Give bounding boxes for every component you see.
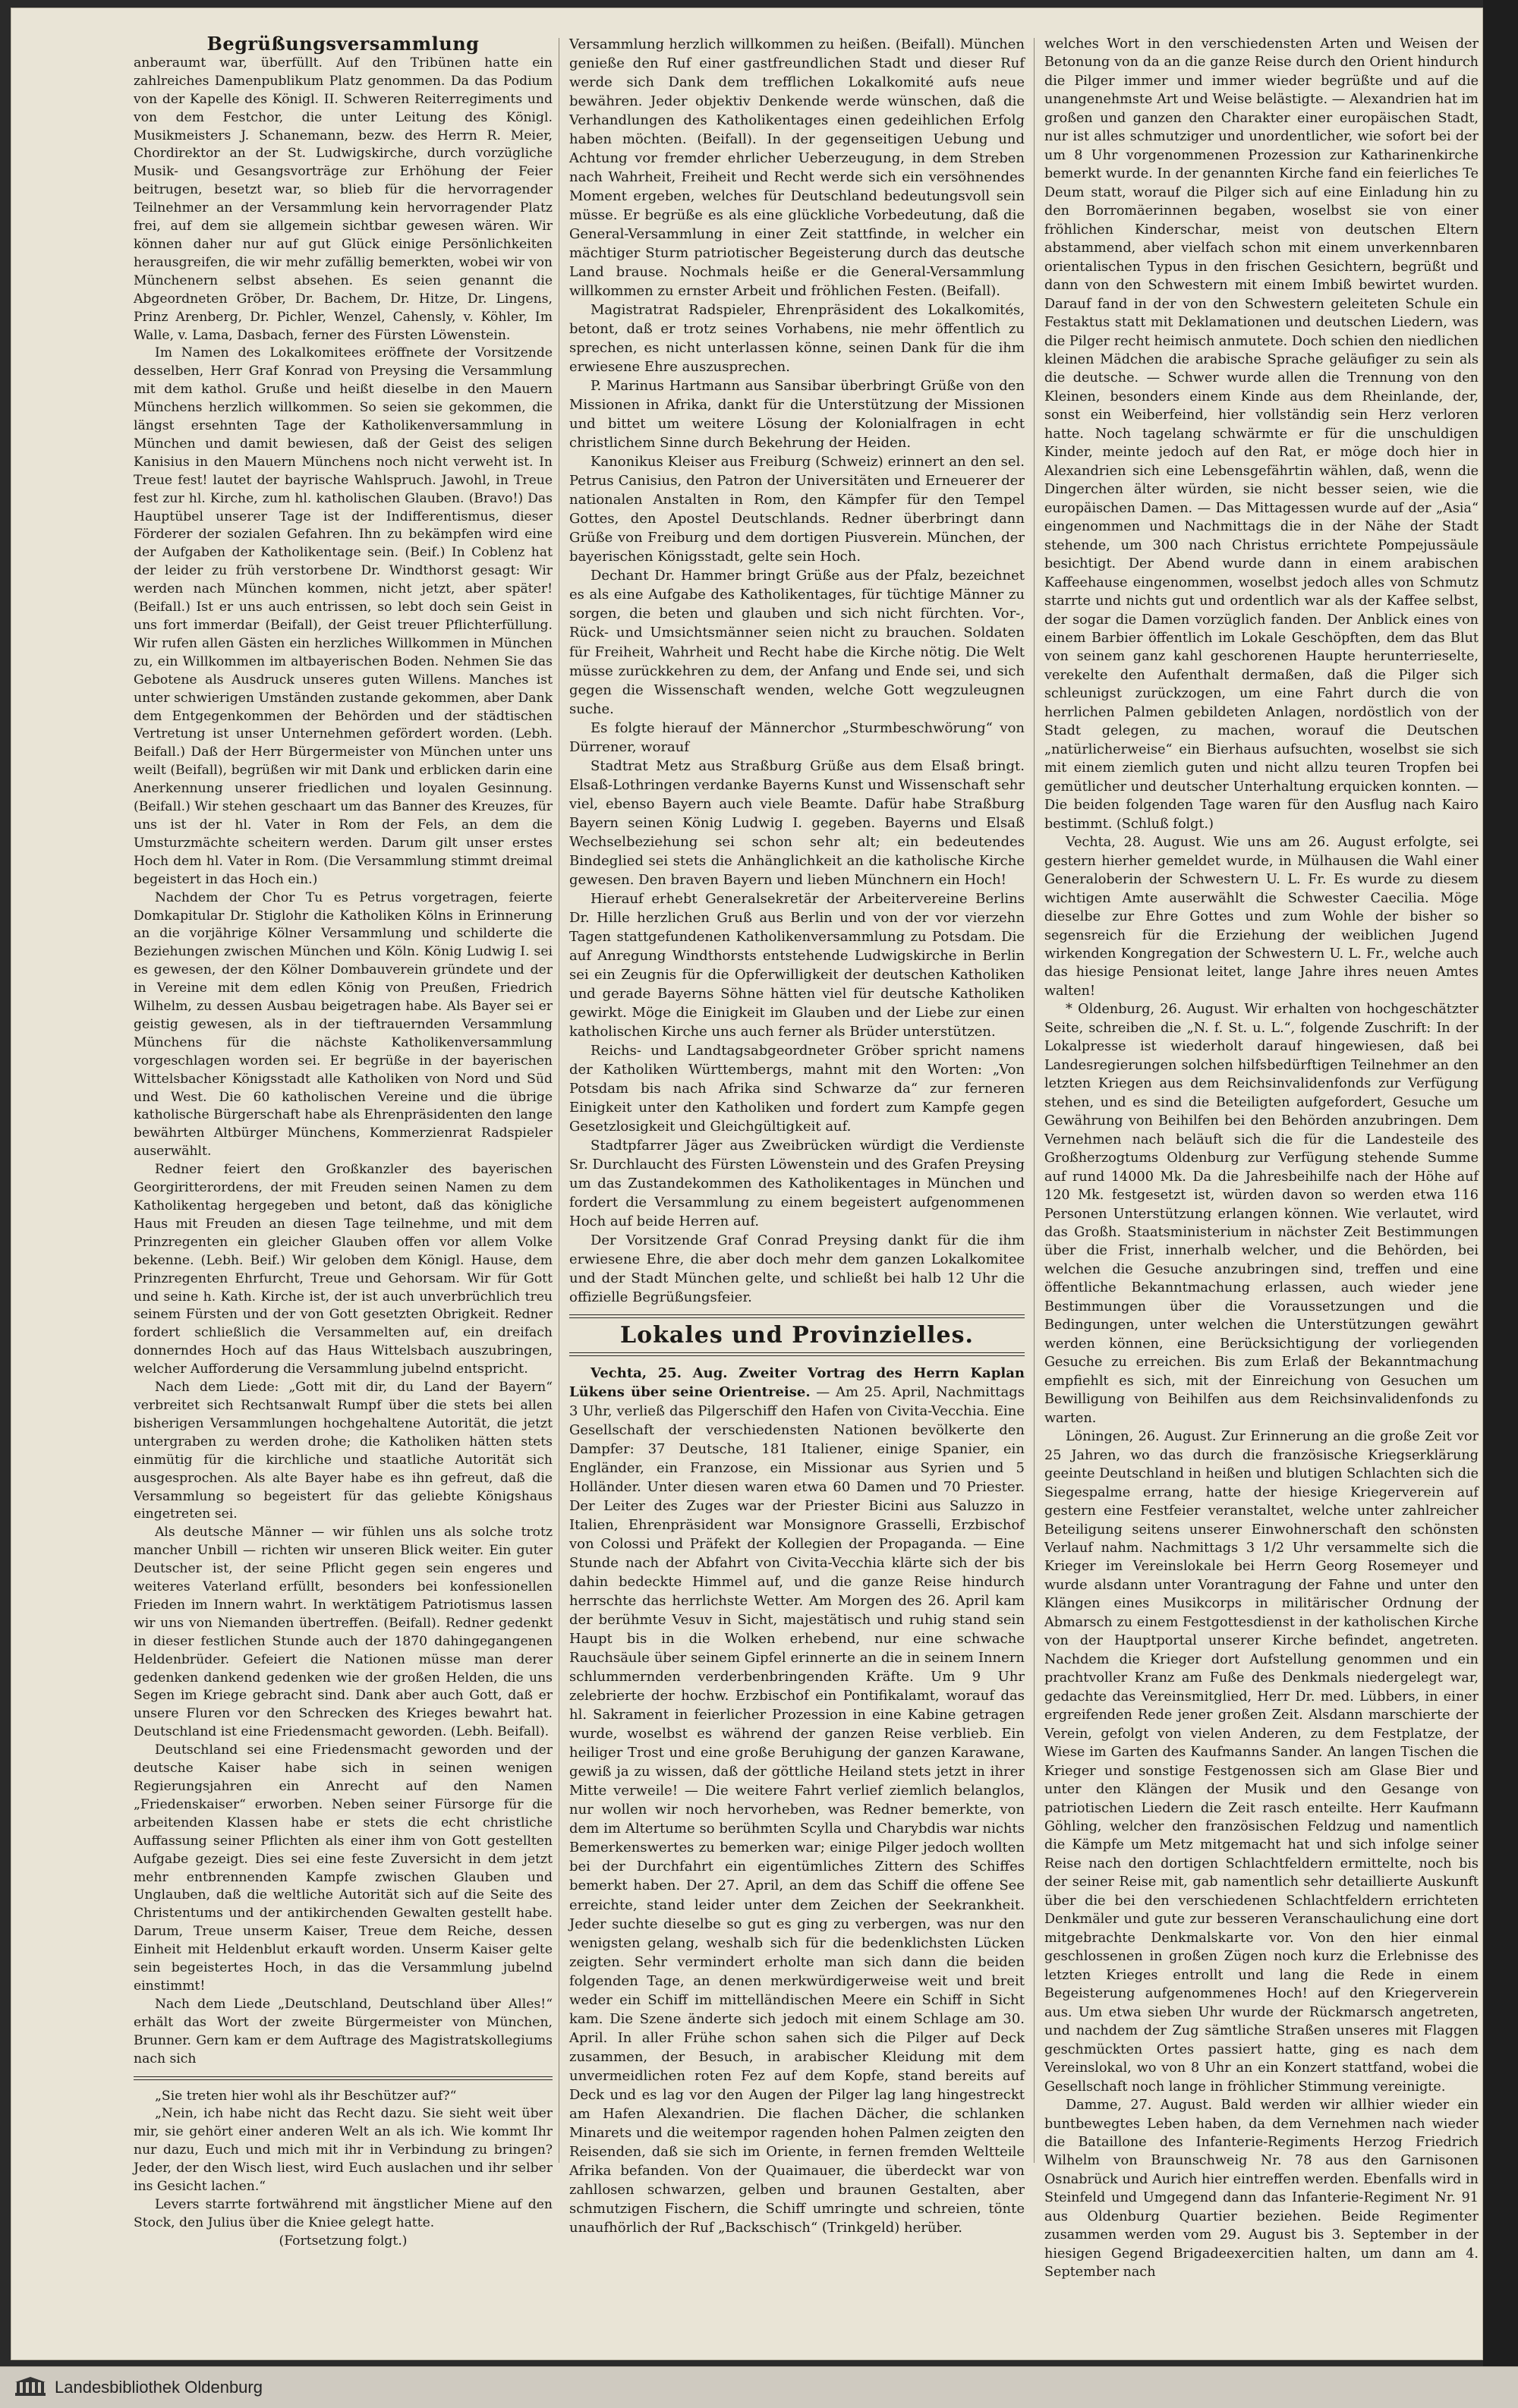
paragraph: Damme, 27. August. Bald werden wir allhier wieder ein buntbewegtes Leben haben, da dem Vernehmen nach wieder die Bataillone des Infanterie-Regiments Herzog Friedrich Wilhelm von Braunschweig Nr. 78 aus den Garnisonen Osnabrück und Aurich hier eintreffen werden. Ebenfalls wird in Steinfeld und Umgegend dann das Infanterie-Regiment Nr. 91 aus Oldenburg Quartier beziehen. Beide Regimenter zusammen werden vom 29. August bis 3. September in der hiesigen Gegend Brigadeexercitien halten, um dann am 4. September nach — [1044, 2098, 1479, 2281]
paragraph: Hierauf erhebt Generalsekretär der Arbeitervereine Berlins Dr. Hille herzlichen Gruß aus Berlin und von der vor vierzehn Tagen stattgefundenen Katholikenversammlung zu Potsdam. Die auf Anregung Windthorsts entstehende Ludwigskirche in Berlin sei ein Zeugnis für die Opferwilligkeit der deutschen Katholiken und gerade Bayerns Söhne hätten viel für deutsche Katholiken gewirkt. Möge die Einigkeit im Glauben und der Liebe zur einen katholischen Kirche uns auch ferner als Brüder unterstützen. — [569, 890, 1025, 1040]
paragraph: Nach dem Liede: „Gott mit dir, du Land der Bayern“ verbreitet sich Rechtsanwalt Rumpf über die stets bei allen bisherigen Versammlungen hochgehaltene Autorität, die jetzt untergraben zu werden drohe; die Katholiken hätten stets einmütig für die kirchliche und staatliche Autorität sich ausgesprochen. Als alte Bayer habe es ihn gefreut, daß die Versammlung so begeistert für das geliebte Königshaus eingetreten sei. — [134, 1380, 553, 1522]
paragraph: Als deutsche Männer — wir fühlen uns als solche trotz mancher Unbill — richten wir unseren Blick weiter. Ein guter Deutscher ist, der seine Pflicht gegen sein engeres und weiteres Vaterland erfüllt, besonders bei konfessionellen Frieden im Innern wahrt. In werktätigem Patriotismus lassen wir uns von Niemanden übertreffen. (Beifall). Redner gedenkt in dieser festlichen Stunde auch der 1870 dahingegangenen Heldenbrüder. Gefeiert die Nationen müsse man derer gedenken dankend gedenken wie der großen Helden, die uns Segen im Kriege gebracht sind. Dank aber auch Gott, daß er unsere Fluren vor den Schrecken des Krieges bewahrt hat. Deutschland ist eine Friedensmacht geworden. (Lebh. Beifall). — [134, 1525, 553, 1740]
divider-rule — [569, 1352, 1025, 1356]
paragraph: Redner feiert den Großkanzler des bayerischen Georgiritterordens, der mit Freuden seinen Namen zu dem Katholikentag hergegeben und betont, daß das königliche Haus mit Freuden an diesen Tage teilnehme, und mit dem Prinzregenten ein gleicher Glauben offen vor allem Volke bekenne. (Lebh. Beif.) Wir geloben dem Königl. Hause, dem Prinzregenten Ehrfurcht, Treue und Gehorsam. Wir für Gott und seine h. Kath. Kirche ist, der ist auch unverbrüchlich treu seinem Fürsten und der von Gott gesetzten Obrigkeit. Redner fordert schließlich die Versammelten auf, ein dreifach donnerndes Hoch auf das Haus Wittelsbach auszubringen, welcher Aufforderung die Versammlung jubelnd entspricht. — [134, 1162, 553, 1377]
article-heading: Begrüßungsversammlung — [206, 33, 480, 55]
continuation-note: (Fortsetzung folgt.) — [279, 2233, 408, 2249]
footer-bar — [0, 2366, 1518, 2408]
newspaper-page — [11, 8, 1483, 2360]
column-1 — [134, 35, 553, 2251]
column-3 — [1044, 35, 1479, 2282]
paragraph: Löningen, 26. August. Zur Erinnerung an die große Zeit vor 25 Jahren, wo das durch die französische Kriegserklärung geeinte Deutschland in heißen und blutigen Schlachten sich die Siegespalme errang, hatte der hiesige Kriegerverein auf gestern eine Festfeier veranstaltet, welche unter zahlreicher Beteiligung seitens unserer Einwohnerschaft den schönsten Verlauf nahm. Nachmittags 3 1/2 Uhr versammelte sich die Krieger im Vereinslokale bei Herrn Georg Rosemeyer und wurde alsdann unter Vorantragung der Fahne und unter den Klängen eines Musikcorps in militärischer Ordnung der Abmarsch zu einem Festgottesdienst in der katholischen Kirche von der Hauptportal unserer Kirche befindet, angetreten. Nachdem die Krieger dort Aufstellung genommen und ein prachtvoller Kranz am Fuße des Denkmals niedergelegt war, gedachte das Vereinsmitglied, Herr Dr. med. Lübbers, in einer ergreifenden Rede jener großen Zeit. Alsdann marschierte der Verein, gefolgt von vielen Anderen, zu dem Festplatze, der Wiese im Garten des Kaufmanns Sander. An langen Tischen die Krieger und sonstige Festgenossen sich am Glase Bier und unter den Klängen der Musik und den Gesange von patriotischen Liedern die Zeit rasch enteilte. Herr Kaufmann Göhling, welcher den französischen Feldzug und namentlich die Kämpfe um Metz mitgemacht hat und sich infolge seiner Reise nach den dortigen Schlachtfeldern ermittelte, noch bis der seiner Reise mit, gab namentlich sehr detaillierte Auskunft über die bei den verschiedenen Schlachtfeldern errichteten Denkmäler und gute zur besseren Veranschaulichung eine dort mitgebrachte Denkmalskarte vor. Von den hier einmal geschlossenen in großen Zügen noch kurz die Erlebnisse des letzten Krieges entrollt und lang die Rede in einem Begeisterung aufgenommenes Hoch! auf den Kriegerverein aus. Um etwa sieben Uhr wurde der Rückmarsch angetreten, und nachdem der Zug sämtliche Straßen unseres mit Flaggen geschmückten Ortes passiert hatte, ging es nach dem Vereinslokal, wo von 8 Uhr an ein Konzert stattfand, wobei die Gesellschaft noch lange in fröhlicher Stimmung vereinigte. — [1044, 1429, 1479, 2095]
paragraph: Stadtpfarrer Jäger aus Zweibrücken würdigt die Verdienste Sr. Durchlaucht des Fürsten Löwenstein und des Grafen Preysing um das Zustandekommen des Katholikentages in München und fordert die Versammlung zu einem begeistert aufgenommenen Hoch auf beide Herren auf. — [569, 1137, 1025, 1229]
paragraph: anberaumt war, überfüllt. Auf den Tribünen hatte ein zahlreiches Damenpublikum Platz genommen. Da das Podium von der Kapelle des Königl. II. Schweren Reiterregiments und von dem Festchor, die unter Leitung des Königl. Musikmeisters J. Schanemann, bezw. des Herrn R. Meier, Chordirektor an der St. Ludwigskirche, durch vorzügliche Musik- und Gesangsvorträge zur Erhöhung der Feier beitrugen, besetzt war, so blieb für die hervorragender Teilnehmer an der Versammlung kein hervorragender Platz frei, auf dem sie allgemein sichtbar gewesen wären. Wir können daher nur auf gut Glück einige Persönlichkeiten herausgreifen, die wir mehr zufällig bemerkten, wobei wir von Münchenern selbst absehen. Es seien genannt die Abgeordneten Gröber, Dr. Bachem, Dr. Hitze, Dr. Lingens, Prinz Arenberg, Dr. Pichler, Wenzel, Cahensly, v. Köhler, Im Walle, v. Lama, Dasbach, ferner des Fürsten Löwenstein. — [134, 55, 553, 343]
paragraph: Stadtrat Metz aus Straßburg Grüße aus dem Elsaß bringt. Elsaß-Lothringen verdanke Bayerns Kunst und Wissenschaft sehr viel, ebenso Bayern auch viele Beamte. Dafür habe Straßburg Bayern seinen König Ludwig I. gegeben. Bayerns und Elsaß Wechselbeziehung sei schon sehr alt; ein bedeutendes Bindeglied sei stets die Anhänglichkeit an die katholische Kirche gewesen. Den braven Bayern und lieben Münchnern ein Hoch! — [569, 757, 1025, 888]
paragraph: welches Wort in den verschiedensten Arten und Weisen der Betonung von da an die ganze Reise durch den Orient hindurch die Pilger immer und immer wieder begrüßte und auf die unangenehmste Art und Weise belästigte. — Alexandrien hat im großen und ganzen den Charakter einer europäischen Stadt, nur ist alles schmutziger und unordentlicher, wie sofort bei der um 8 Uhr vorgenommenen Prozession zur Katharinenkirche bemerkt wurde. In der genannten Kirche fand ein feierliches Te Deum statt, worauf die Pilger sich auf eine Einladung hin zu den Borromäerinnen begaben, woselbst sie von einer fröhlichen Kinderschar, meist von deutschen Eltern abstammend, aber vielfach schon mit einem unverkennbaren orientalischen Typus in den frischen Gesichtern, begrüßt und dann von den Schwestern mit einem Imbiß bewirtet wurden. Darauf fand in der von den Schwestern geleiteten Schule ein Festaktus statt mit Deklamationen und deutschen Liedern, was die Pilger recht heimisch anmutete. Doch schien den niedlichen kleinen Mädchen die arabische Sprache geläufiger zu sein als die deutsche. — Schwer wurde allen die Trennung von den Kleinen, besonders einem Kinde aus dem Rheinlande, der, sonst ein Weiberfeind, hier vollständig sein Herz verloren hatte. Noch tagelang schwärmte er für die unschuldigen Kinder, meinte jedoch auf den Rat, er möge doch hier in Alexandrien sich eine Lebensgefährtin wählen, daß, wenn die Dingerchen älter würden, sie nicht besser seien, wie die europäischen Damen. — Das Mittagessen wurde auf der „Asia“ eingenommen und Nachmittags die in der Nähe der Stadt stehende, um 300 nach Christus errichtete Pompejussäule besichtigt. Der Abend wurde dann in einem arabischen Kaffeehause eingenommen, woselbst jedoch alles von Schmutz starrte und nichts gut und ordentlich war als der Kaffee selbst, der sogar die Damen vorzüglich fanden. Der Anblick eines von einem Barbier öffentlich im Lokale Geschöpften, dem das Blut von seinem ganz kahl geschorenen Haupte herunterrieselte, verekelte den Aufenthalt dermaßen, daß die Pilger sich schleunigst zurückzogen, um eine Fahrt durch die von herrlichen Palmen gebildeten Anlagen, nordöstlich von der Stadt gelegen, zu machen, worauf die Deutschen „natürlicherweise“ ein Bierhaus aufsuchten, woselbst sie sich mit einem ziemlich guten und nicht allzu teuren Tropfen bei gemütlicher und deutscher Unterhaltung erquicken konnten. — Die beiden folgenden Tage waren für den Ausflug nach Kairo bestimmt. (Schluß folgt.) — [1044, 36, 1479, 832]
scan-edge — [1483, 0, 1518, 2407]
paragraph: Dechant Dr. Hammer bringt Grüße aus der Pfalz, bezeichnet es als eine Aufgabe des Katholikentages, für tüchtige Männer zu sorgen, die beten und glauben und sich nicht fürchten. Vor-, Rück- und Umsichtsmänner seien nicht zu brauchen. Soldaten für Freiheit, Wahrheit und Recht habe die Kirche nötig. Die Welt müsse zurückkehren zu dem, der Anfang und Ende sei, und sich gegen die Wissenschaft wenden, welche Gott wegzuleugnen suche. — [569, 568, 1025, 717]
library-logo-icon — [14, 2376, 47, 2399]
paragraph: Magistratrat Radspieler, Ehrenpräsident des Lokalkomités, betont, daß er trotz seines Vorhabens, nie mehr öffentlich zu sprechen, es nicht unterlassen könne, seinen Dank für die ihm erwiesene Ehre auszusprechen. — [569, 302, 1025, 376]
serial-paragraph: Levers starrte fortwährend mit ängstlicher Miene auf den Stock, den Julius über die Kniee gelegt hatte. — [134, 2196, 553, 2230]
serial-paragraph: „Nein, ich habe nicht das Recht dazu. Sie sieht weit über mir, sie gehört einer anderen Welt an als ich. Wie kommt Ihr nur dazu, Euch und mich mit ihr in Verbindung zu bringen? Jeder, der den Wisch liest, wird Euch auslachen und ihr selber ins Gesicht lachen.“ — [134, 2106, 553, 2195]
serial-paragraph: „Sie treten hier wohl als ihr Beschützer auf?“ — [155, 2088, 457, 2104]
paragraph: P. Marinus Hartmann aus Sansibar überbringt Grüße von den Missionen in Afrika, dankt für die Unterstützung der Missionen und bittet um weitere Lösung der Kolonialfragen in echt christlichem Sinne durch Bekehrung der Heiden. — [569, 378, 1025, 452]
paragraph: Deutschland sei eine Friedensmacht geworden und der deutsche Kaiser habe sich in seinen wenigen Regierungsjahren ein Anrecht auf den Namen „Friedenskaiser“ erworben. Neben seiner Fürsorge für die arbeitenden Klassen habe er stets die echt christliche Auffassung seiner Pflichten als einer ihm von Gott gestellten Aufgabe gezeigt. Dies sei eine feste Zuversicht in dem jetzt mehr entbrennenden Kampfe zwischen Glauben und Unglauben, daß die weltliche Autorität sich auf die Seite des Christentums und der antikirchenden Gewalten gestellt habe. Darum, Treue unserm Kaiser, Treue dem Reiche, dessen Einheit mit Heldenblut erkauft worden. Unserm Kaiser gelte sein begeistertes Hoch, in das die Versammlung jubelnd einstimmt! — [134, 1742, 553, 1994]
section-title: Lokales und Provinzielles. — [620, 1322, 974, 1349]
paragraph: Nachdem der Chor Tu es Petrus vorgetragen, feierte Domkapitular Dr. Stiglohr die Katholiken Kölns in Erinnerung an die vorjährige Kölner Versammlung und schilderte die Beziehungen zwischen München und Köln. König Ludwig I. sei es gewesen, der den Kölner Dombauverein gründete und der in Vereine mit dem edlen König von Preußen, Friedrich Wilhelm, zu dessen Ausbau beigetragen habe. Als Bayer sei er geistig gewesen, als in der tieftrauernden Versammlung Münchens für die nächste Katholikenversammlung vorgeschlagen worden sei. Er begrüße in der bayerischen Wittelsbacher Königsstadt alle Katholiken von Nord und Süd und West. Die 60 katholischen Vereine und die übrige katholische Bürgerschaft habe als Ehrenpräsidenten den lange bewährten Altbürger Münchens, Kommerzienrat Radspieler auserwählt. — [134, 889, 553, 1160]
paragraph: Reichs- und Landtagsabgeordneter Gröber spricht namens der Katholiken Württembergs, mahnt mit den Worten: „Von Potsdam bis nach Afrika sind Schwarze da“ zur ferneren Einigkeit unter den Katholiken und fordert zum Kampfe gegen Gesetzlosigkeit und Gleichgültigkeit auf. — [569, 1042, 1025, 1135]
divider-rule — [134, 2076, 553, 2080]
paragraph: Versammlung herzlich willkommen zu heißen. (Beifall). München genieße den Ruf einer gastfreundlichen Stadt und dieser Ruf werde sich Dank dem trefflichen Lokalkomité aufs neue bewähren. Jeder objektiv Denkende werde wünschen, daß die Verhandlungen des Katholikentages einen gedeihlichen Erfolg haben möchten. (Beifall). In der gegenseitigen Uebung und Achtung vor fremder ehrlicher Ueberzeugung, in dem Streben nach Wahrheit, Freiheit und Recht werde sich ein versöhnendes Moment ergeben, welches für Deutschland bedeutungsvoll sein müsse. Er begrüße es als eine glückliche Vorbedeutung, daß die General-Versammlung in einer Zeit stattfinde, in welcher ein mächtiger Sturm patriotischer Begeisterung durch das deutsche Land brause. Nochmals heiße er die General-Versammlung willkommen zu ernster Arbeit und fröhlichen Festen. (Beifall). — [569, 36, 1025, 300]
column-2 — [569, 35, 1025, 2237]
paragraph-body: — Am 25. April, Nachmittags 3 Uhr, verließ das Pilgerschiff den Hafen von Civita-Vecchia. Eine Gesellschaft der verschiedensten Nationen bevölkerte den Dampfer: 37 Deutsche, 181 Italiener, einige Spanier, ein Engländer, ein Franzose, ein Missionar aus Syrien und 5 Holländer. Unter diesen waren etwa 60 Damen und 70 Priester. Der Leiter des Zuges war der Priester Bicini aus Saluzzo in Italien, Ehrenpräsident war Monsignore Grasselli, Erzbischof von Colossi und Präfekt der Kollegien der Propaganda. — Eine Stunde nach der Abfahrt von Civita-Vecchia klärte sich der bis dahin bedeckte Himmel auf, und die ganze Reise hindurch herrschte das herrlichste Wetter. Am Morgen des 26. April kam der berühmte Vesuv in Sicht, majestätisch und ruhig stand sein Haupt bis in die Wolken erhebend, nur eine schwache Rauchsäule über seinem Gipfel erinnerte an die in seinem Innern schlummernden verderbenbringenden Kräfte. Um 9 Uhr zelebrierte der hochw. Erzbischof ein Pontifikalamt, worauf das hl. Sakrament in feierlicher Prozession in eine Kabine getragen wurde, woselbst es während der ganzen Reise verblieb. Ein heiliger Trost und eine große Beruhigung der ganzen Karawane, gewiß ja zu wissen, daß der göttliche Heiland stets jetzt in ihrer Mitte verweile! — Die weitere Fahrt verlief ziemlich belanglos, nur wollen wir noch hervorheben, was Redner bemerkte, von dem im Altertume so berühmten Scylla und Charybdis war nichts Bemerkenswertes zu bemerken war; einige Pilger jedoch wollten bei der Durchfahrt ein eigentümliches Zittern des Schiffes bemerkt haben. Der 27. April, an dem das Schiff die offene See erreichte, stand leider unter dem Zeichen der Seekrankheit. Jeder suchte dieselbe so gut es ging zu verbergen, was nur den wenigsten gelang, weshalb sich für die bedenklichsten Lücken zeigten. Sehr vermindert erholte man sich dann die beiden folgenden Tage, an denen merkwürdigerweise weit und breit weder ein Schiff im mittelländischen Meere ein Schiff in Sicht kam. Die Szene änderte sich jedoch mit einem Schlage am 30. April. In aller Frühe schon sahen sich die Pilger auf Deck zusammen, der Besuch, in arabischer Kleidung mit dem unvermeidlichen roten Fez auf dem Kopfe, stand bereits auf Deck und es lag vor den Augen der Pilger lag lang hingestreckt am Hafen Alexandrien. Die flachen Dächer, die schlanken Minarets und die weitempor ragenden hohen Palmen zeigten den Reisenden, daß sie sich im Oriente, in fernen fremden Weltteile Afrika befanden. Von der Quaimauer, die überdeckt war von zahllosen schwarzen, gelben und braunen Gestalten, aber schmutzigen Fischern, die Schiff umringte und schreien, tönte unaufhörlich der Ruf „Backschisch“ (Trinkgeld) herüber. — [569, 1384, 1025, 2236]
paragraph: Nach dem Liede „Deutschland, Deutschland über Alles!“ erhält das Wort der zweite Bürgermeister von München, Brunner. Gern kam er dem Auftrage des Magistratskollegiums nach sich — [134, 1996, 553, 2066]
dateline: Vechta, 25. Aug. Zweiter Vortrag des Herrn Kaplan Lükens über seine Orientreise. — [569, 1365, 1025, 1401]
column-divider — [1034, 38, 1035, 2163]
paragraph: Vechta, 28. August. Wie uns am 26. August erfolgte, sei gestern hierher gemeldet wurde, in Mülhausen die Wahl einer Generaloberin der Schwestern U. L. Fr. Es wurde zu diesem wichtigen Amte auserwählt die Schwester Caecilia. Möge dieselbe zur Ehre Gottes und zum Wohle der bisher so segensreich für die Erziehung der weiblichen Jugend wirkenden Kongregation der Schwestern U. L. Fr., welche auch das hiesige Pensionat leitet, lange Jahre ihres neuen Amtes walten! — [1044, 835, 1479, 999]
paragraph: * Oldenburg, 26. August. Wir erhalten von hochgeschätzter Seite, schreiben die „N. f. St. u. L.“, folgende Zuschrift: In der Lokalpresse ist wiederholt darauf hingewiesen, daß bei Landesregierungen solchen hilfsbedürftigen Teilnehmer an den letzten Kriegen aus dem Reichsinvalidenfonds zur Verfügung stehen, und es sind die Beteiligten aufgefordert, Gesuche um Gewährung von Beihilfen bei den Behörden anzubringen. Dem Vernehmen nach beläuft sich die für die Landesteile des Großherzogtums Oldenburg zur Verfügung stehende Summe auf rund 14000 Mk. Da die Jahresbeihilfe nach der Höhe auf 120 Mk. festgesetzt ist, würden davon so werden etwa 116 Personen Unterstützung erlangen können. Wie verlautet, wird das Großh. Staatsministerium in nächster Zeit Bestimmungen über die Frist, innerhalb welcher, und die Behörden, bei welchen die Gesuche anzubringen sind, treffen und eine öffentliche Bekanntmachung erlassen, auch wieder jene Bestimmungen über die Voraussetzungen und die Bedingungen, unter welchen die Unterstützungen gewährt werden können, eine Berücksichtigung der vorliegenden Gesuche zu erreichen. Bis zum Erlaß der Bekanntmachung empfiehlt es sich, mit der Einreichung von Gesuchen um Bewilligung von Beihilfen aus dem Reichsinvalidenfonds zu warten. — [1044, 1002, 1479, 1426]
paragraph: Es folgte hierauf der Männerchor „Sturmbeschwörung“ von Dürrener, worauf — [569, 719, 1025, 755]
paragraph: Kanonikus Kleiser aus Freiburg (Schweiz) erinnert an den sel. Petrus Canisius, den Patron der Universitäten und Erneuerer der nationalen Anstalten in Rom, den Kämpfer für den Tempel Gottes, den Apostel Deutschlands. Redner überbringt dann Grüße von Freiburg und dem dortigen Piusverein. München, der bayerischen Königsstadt, gelte sein Hoch. — [569, 454, 1025, 565]
divider-rule — [569, 1314, 1025, 1318]
paragraph: Der Vorsitzende Graf Conrad Preysing dankt für die ihm erwiesene Ehre, die aber doch mehr dem ganzen Lokalkomitee und der Stadt München gelte, und schließt bei halb 12 Uhr die offizielle Begrüßungsfeier. — [569, 1232, 1025, 1306]
paragraph — [569, 1364, 1025, 2237]
library-name: Landesbibliothek Oldenburg — [55, 2378, 263, 2397]
paragraph: Im Namen des Lokalkomitees eröffnete der Vorsitzende desselben, Herr Graf Konrad von Preysing die Versammlung mit dem kathol. Gruße und heißt dieselbe in den Mauern Münchens herzlich willkommen. So seien sie gekommen, die längst ersehnten Tage der Katholikenversammlung in München und damit bewiesen, daß der Geist des seligen Kanisius in den Mauern Münchens noch nicht verweht ist. In Treue fest! lautet der bayrische Wahlspruch. Jawohl, in Treue fest zur hl. Kirche, zum hl. katholischen Glauben. (Bravo!) Das Hauptübel unserer Tage ist der Indifferentismus, dieser Förderer der sozialen Gefahren. Ihn zu bekämpfen wird eine der Aufgaben der Katholikentage sein. (Beif.) In Coblenz hat der leider zu früh verstorbene Dr. Windthorst gesagt: Wir werden nach München kommen, nicht jetzt, aber später! (Beifall.) Ist er uns auch entrissen, so lebt doch sein Geist in uns fort immerdar (Beifall), der Geist treuer Pflichterfüllung. Wir rufen allen Gästen ein herzliches Willkommen in München zu, ein Willkommen im altbayerischen Boden. Nehmen Sie das Gebotene als Ausdruck unseres guten Willens. Manches ist unter schwierigen Umständen zustande gekommen, aber Dank dem Entgegenkommen der Behörden und der städtischen Vertretung ist unser Unternehmen gefördert worden. (Lebh. Beifall.) Daß der Herr Bürgermeister von München unter uns weilt (Beifall), begrüßen wir mit Dank und erblicken darin eine Anerkennung unserer friedlichen und loyalen Gesinnung. (Beifall.) Wir stehen geschaart um das Banner des Kreuzes, für uns ist der hl. Vater in Rom der Fels, an dem die Umsturzmächte scheitern werden. Darum gilt unser erstes Hoch dem hl. Vater in Rom. (Die Versammlung stimmt dreimal begeistert in das Hoch ein.) — [134, 345, 553, 887]
